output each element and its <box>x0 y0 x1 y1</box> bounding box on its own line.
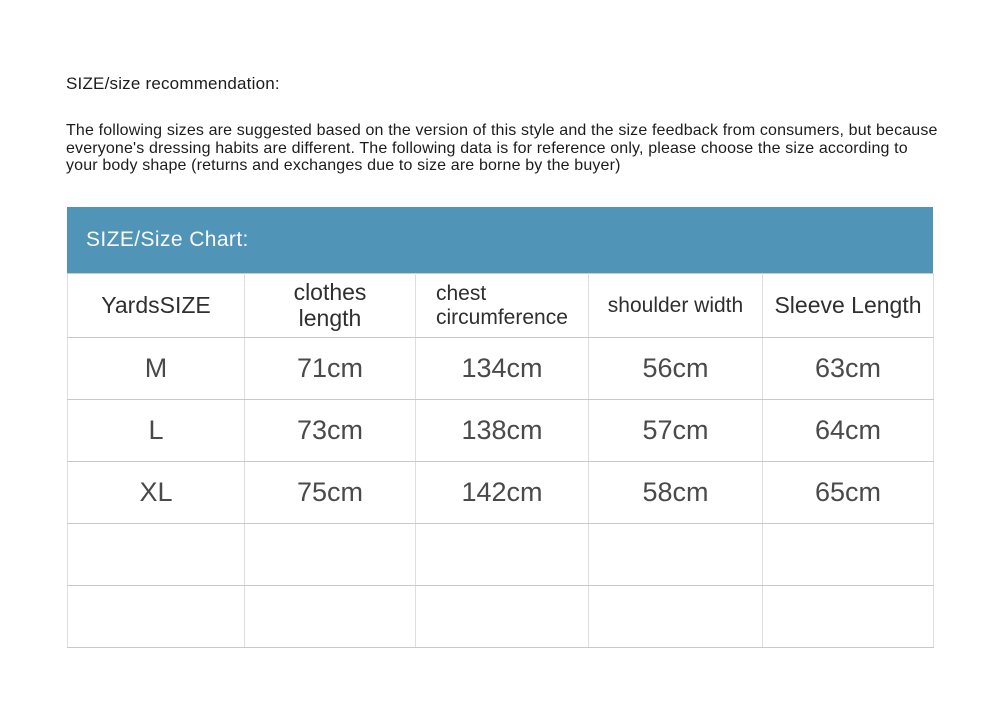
cell-shoulder-width: 57cm <box>589 400 763 462</box>
cell-empty <box>589 524 763 586</box>
cell-shoulder-width: 58cm <box>589 462 763 524</box>
table-row-xl <box>68 462 934 524</box>
table-row-empty <box>68 524 934 586</box>
table-row-empty <box>68 586 934 648</box>
column-header-shoulder-width: shoulder width <box>589 274 763 338</box>
column-header-sleeve-length: Sleeve Length <box>763 274 934 338</box>
column-header-size: YardsSIZE <box>68 274 245 338</box>
section-title: SIZE/size recommendation: <box>66 74 280 93</box>
cell-chest-circumference: 142cm <box>416 462 589 524</box>
cell-sleeve-length: 64cm <box>763 400 934 462</box>
cell-sleeve-length: 63cm <box>763 338 934 400</box>
header-row <box>68 274 934 338</box>
table-row-m <box>68 338 934 400</box>
cell-sleeve-length: 65cm <box>763 462 934 524</box>
cell-empty <box>589 586 763 648</box>
cell-size: XL <box>68 462 245 524</box>
cell-chest-circumference: 138cm <box>416 400 589 462</box>
table-title: SIZE/Size Chart: <box>86 228 249 251</box>
cell-clothes-length: 75cm <box>245 462 416 524</box>
cell-chest-circumference: 134cm <box>416 338 589 400</box>
table-row-l <box>68 400 934 462</box>
cell-empty <box>245 586 416 648</box>
cell-empty <box>245 524 416 586</box>
cell-size: L <box>68 400 245 462</box>
cell-empty <box>416 524 589 586</box>
cell-clothes-length: 73cm <box>245 400 416 462</box>
cell-empty <box>68 524 245 586</box>
size-chart <box>67 207 933 648</box>
cell-empty <box>416 586 589 648</box>
cell-shoulder-width: 56cm <box>589 338 763 400</box>
cell-empty <box>68 586 245 648</box>
cell-empty <box>763 586 934 648</box>
size-disclaimer-text: The following sizes are suggested based on the version of this style and the size feedback from consumers, but because everyone's dressing habits are different. The following data is for reference only, please choose the size according to your body shape (returns and exchanges due to size are borne by the buyer) <box>66 122 938 175</box>
cell-clothes-length: 71cm <box>245 338 416 400</box>
column-header-chest-circumference: chest circumference <box>416 274 589 338</box>
column-header-clothes-length: clothes length <box>245 274 416 338</box>
table-title-bar <box>67 207 933 273</box>
size-table <box>67 273 934 648</box>
cell-size: M <box>68 338 245 400</box>
cell-empty <box>763 524 934 586</box>
